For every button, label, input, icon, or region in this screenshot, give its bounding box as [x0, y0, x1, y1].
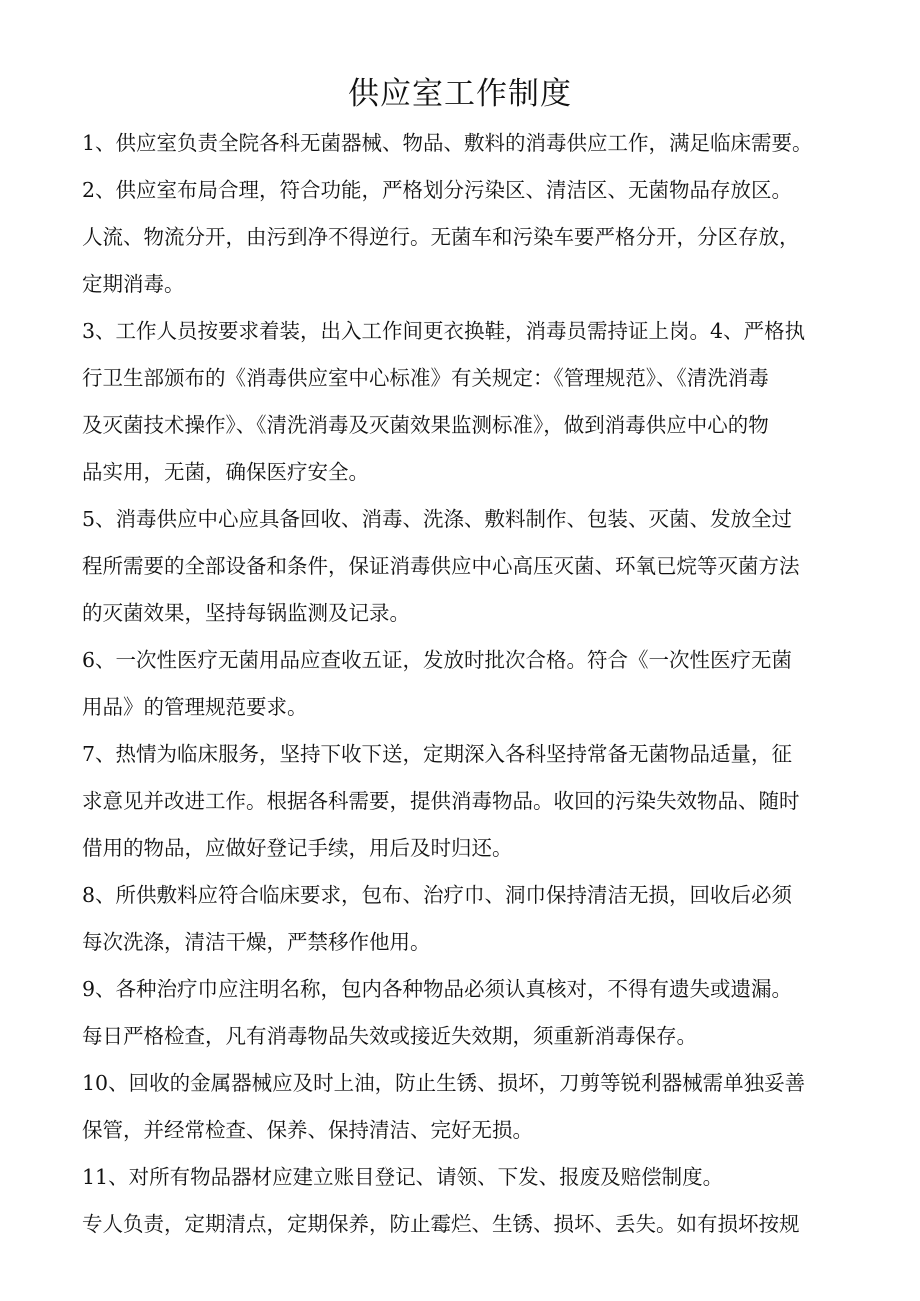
paragraph-line: 的灭菌效果，坚持每锅监测及记录。 [82, 601, 410, 625]
paragraph-line: 7、热情为临床服务，坚持下收下送，定期深入各科坚持常备无菌物品适量，征 [82, 742, 793, 766]
paragraph-9 [82, 966, 852, 1013]
paragraph-line: 及灭菌技术操作》、《清洗消毒及灭菌效果监测标准》，做到消毒供应中心的物 [82, 413, 769, 437]
paragraph-line: 定期消毒。 [82, 272, 185, 296]
paragraph-11-continued [82, 1201, 852, 1248]
paragraph-line: 9、各种治疗巾应注明名称，包内各种物品必须认真核对，不得有遗失或遗漏。 [82, 977, 793, 1001]
paragraph-6 [82, 637, 852, 731]
paragraph-line: 人流、物流分开，由污到净不得逆行。无菌车和污染车要严格分开，分区存放， [82, 225, 800, 249]
paragraph-line: 用品》的管理规范要求。 [82, 695, 308, 719]
paragraph-line: 3、工作人员按要求着装，出入工作间更衣换鞋，消毒员需持证上岗。4、严格执 [82, 319, 806, 343]
paragraph-line: 每次洗涤，清洁干燥，严禁移作他用。 [82, 930, 431, 954]
paragraph-line: 6、一次性医疗无菌用品应查收五证，发放时批次合格。符合《一次性医疗无菌 [82, 648, 793, 672]
paragraph-2-continued [82, 214, 852, 308]
paragraph-line: 保管，并经常检查、保养、保持清洁、完好无损。 [82, 1118, 533, 1142]
paragraph-line: 借用的物品，应做好登记手续，用后及时归还。 [82, 836, 513, 860]
paragraph-5 [82, 496, 852, 637]
paragraph-line: 行卫生部颁布的《消毒供应室中心标准》有关规定：《管理规范》、《清洗消毒 [82, 366, 769, 390]
paragraph-2 [82, 167, 852, 214]
paragraph-line: 程所需要的全部设备和条件，保证消毒供应中心高压灭菌、环氧已烷等灭菌方法 [82, 554, 800, 578]
paragraph-line: 8、所供敷料应符合临床要求，包布、治疗巾、洞巾保持清洁无损，回收后必须 [82, 883, 793, 907]
paragraph-8 [82, 872, 852, 966]
paragraph-line: 每日严格检查，凡有消毒物品失效或接近失效期，须重新消毒保存。 [82, 1024, 697, 1048]
paragraph-line: 2、供应室布局合理，符合功能，严格划分污染区、清洁区、无菌物品存放区。 [82, 178, 793, 202]
paragraph-1 [82, 120, 852, 167]
paragraph-line: 5、消毒供应中心应具备回收、消毒、洗涤、敷料制作、包装、灭菌、发放全过 [82, 507, 793, 531]
paragraph-3-4 [82, 308, 852, 496]
paragraph-line: 10、回收的金属器械应及时上油，防止生锈、损坏，刀剪等锐利器械需单独妥善 [82, 1071, 806, 1095]
paragraph-line: 求意见并改进工作。根据各科需要，提供消毒物品。收回的污染失效物品、随时 [82, 789, 800, 813]
paragraph-10 [82, 1060, 852, 1154]
paragraph-11 [82, 1154, 852, 1201]
paragraph-line: 品实用，无菌，确保医疗安全。 [82, 460, 369, 484]
paragraph-9-continued [82, 1013, 852, 1060]
paragraph-7 [82, 731, 852, 872]
paragraph-line: 专人负责，定期清点，定期保养，防止霉烂、生锈、损坏、丢失。如有损坏按规 [82, 1212, 800, 1236]
paragraph-line: 11、对所有物品器材应建立账目登记、请领、下发、报废及赔偿制度。 [82, 1165, 724, 1189]
document-title: 供应室工作制度 [348, 76, 572, 112]
paragraph-line: 1、供应室负责全院各科无菌器械、物品、敷料的消毒供应工作，满足临床需要。 [82, 131, 813, 155]
